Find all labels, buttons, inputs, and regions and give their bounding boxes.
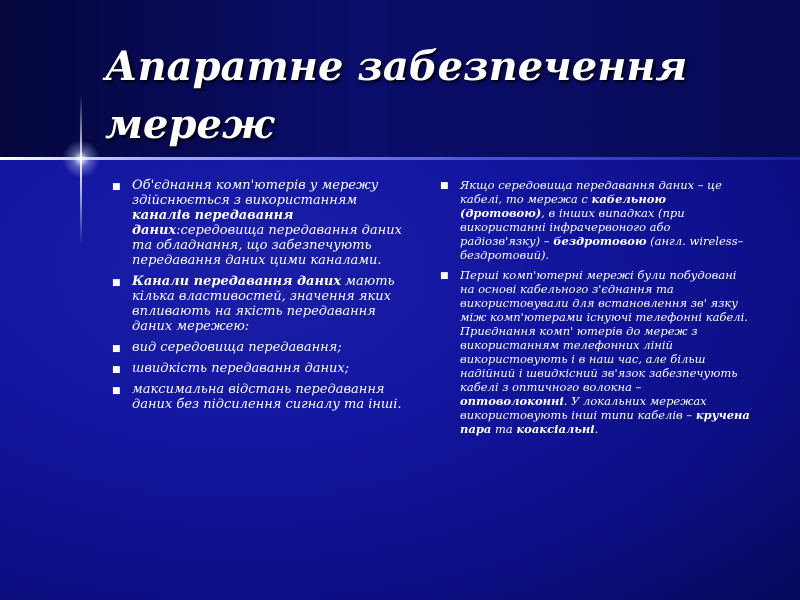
list-item <box>112 178 412 268</box>
left-bullet-list <box>112 178 412 418</box>
text-run: . У локальних мережах використовують інші типи кабелів – <box>460 394 707 422</box>
bullet-square-icon: ■ <box>440 181 449 191</box>
text-run: Об'єднання комп'ютерів у мережу здійснюється з використанням <box>132 178 379 208</box>
text-run: мають кілька властивостей, значення яких впливають на якість передавання даних мережею: <box>132 274 395 334</box>
list-item <box>112 274 412 334</box>
text-run: вид середовища передавання; <box>132 340 342 355</box>
list-item-text <box>132 361 349 376</box>
list-item <box>112 382 412 412</box>
text-run: максимальна відстань передавання даних без підсилення сигналу та інші. <box>132 382 402 412</box>
list-item <box>440 178 752 262</box>
list-item-text <box>132 382 402 412</box>
text-run: , в інших випадках (при використанні інфрачервоного або радіозв'язку) – <box>460 206 685 248</box>
text-run: та <box>491 422 517 436</box>
bullet-square-icon: ■ <box>112 278 121 288</box>
bold-term: оптоволоконні <box>460 394 564 408</box>
text-run: Якщо середовища передавання даних – це кабелі, то мережа с <box>460 178 722 206</box>
slide-title: Апаратне забезпечення мереж <box>105 43 688 148</box>
bullet-square-icon: ■ <box>112 182 121 192</box>
list-item-text <box>132 178 402 268</box>
bold-term: бездротовою <box>553 234 647 248</box>
list-item <box>112 340 412 355</box>
text-run: швидкість передавання даних; <box>132 361 350 376</box>
list-item-text <box>132 340 342 355</box>
bullet-square-icon: ■ <box>112 386 121 396</box>
list-item <box>112 361 412 376</box>
horizontal-light-streak <box>0 157 800 160</box>
right-bullet-list <box>440 178 752 442</box>
bullet-square-icon: ■ <box>112 365 121 375</box>
bold-term: кабельною (дротовою) <box>460 192 666 220</box>
bullet-square-icon: ■ <box>440 271 449 281</box>
bold-term: каналів передавання даних <box>132 208 294 238</box>
bold-term: кручена пара <box>460 408 750 436</box>
text-run: (англ. wireless– бездротовий). <box>460 234 744 262</box>
bold-term: коаксіальні <box>516 422 595 436</box>
text-run: . <box>594 422 599 436</box>
list-item-text <box>460 178 743 262</box>
star-flare-icon <box>62 140 100 178</box>
list-item-text <box>132 274 395 334</box>
list-item-text <box>460 268 750 436</box>
list-item <box>440 268 752 436</box>
bold-term: Канали передавання даних <box>132 274 342 289</box>
bullet-square-icon: ■ <box>112 344 121 354</box>
text-run: :середовища передавання даних та обладнання, що забезпечують передавання даних цими каналами. <box>132 223 402 268</box>
text-run: Перші комп'ютерні мережі були побудовані на основі кабельного з'єднання та використовували для встановлення зв' язку між комп'ютерами існуючі телефонні кабелі. Приєднання комп' ютерів до мереж з використанням телефонних ліній використовують і в наш час, але більш надійний і швидкісний зв'язок забезпечують кабелі з оптичного волокна – <box>460 268 748 394</box>
